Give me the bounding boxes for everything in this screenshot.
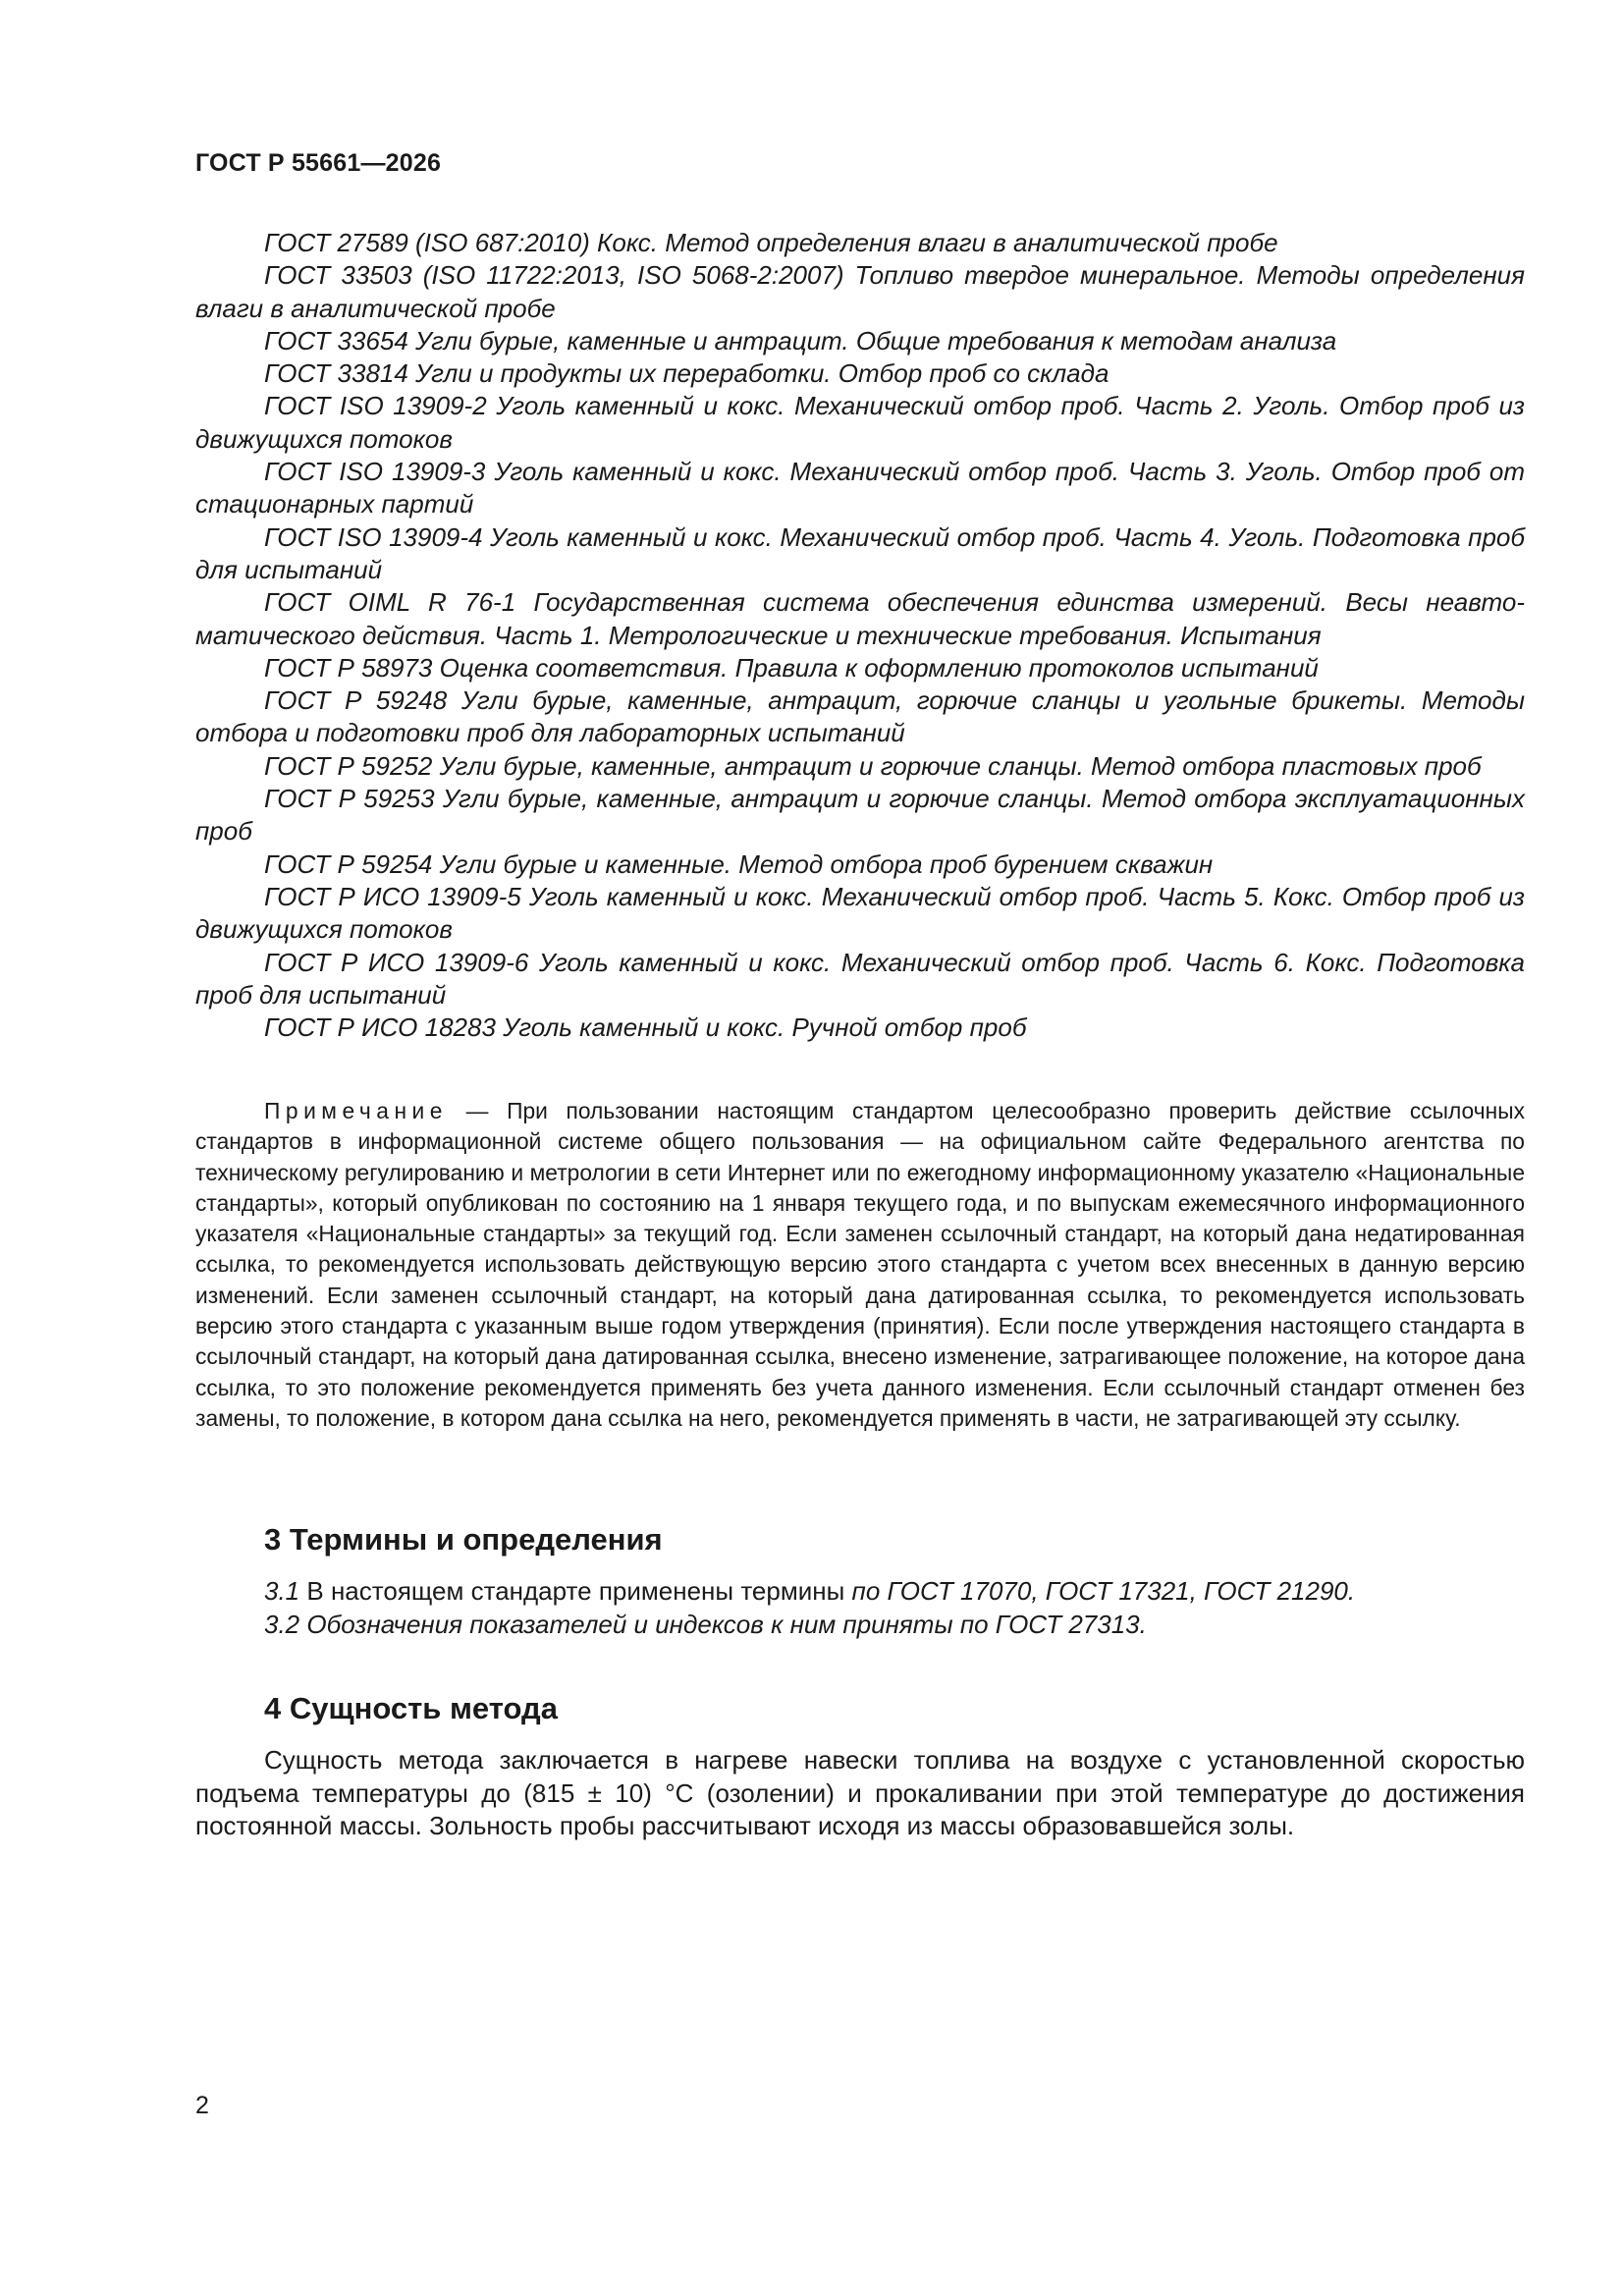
reference-item: ГОСТ Р 59252 Угли бурые, каменные, антрацит и горючие сланцы. Метод отбора пластовых проб <box>264 750 1482 781</box>
section-3-heading: 3 Термины и определения <box>264 1522 663 1557</box>
reference-item: ГОСТ Р 59253 Угли бурые, каменные, антрацит и горючие сланцы. Метод отбора эксплуатационных проб <box>195 784 1525 847</box>
reference-item: ГОСТ ISO 13909-3 Уголь каменный и кокс. Механический отбор проб. Часть 3. Уголь. Отбор проб от стационарных партий <box>195 457 1525 519</box>
reference-item: ГОСТ Р 59248 Угли бурые, каменные, антрацит, горючие сланцы и угольные брикеты. Методы отбора и подготовки проб для лабораторных испытаний <box>195 685 1525 748</box>
clause-3-2: 3.2 Обозначения показателей и индексов к ним приняты по ГОСТ 27313. <box>264 1609 1147 1639</box>
note-paragraph <box>195 1096 1525 1434</box>
reference-item: ГОСТ Р 58973 Оценка соответствия. Правила к оформлению протоколов испытаний <box>264 652 1319 683</box>
document-header: ГОСТ Р 55661—2026 <box>195 149 442 177</box>
note-block <box>195 1096 1525 1434</box>
note-label: Примечание <box>264 1098 448 1123</box>
clause-reference: по ГОСТ 17070, ГОСТ 17321, ГОСТ 21290. <box>851 1576 1356 1606</box>
page-number: 2 <box>195 2092 209 2119</box>
references-list <box>195 227 1525 1044</box>
section-4-paragraph: Сущность метода заключается в нагреве навески топлива на воздухе с установленной скоростью подъема температуры до (815 ± 10) °С (озолении) и прокаливании при этой температуре до достижения постоянной массы. Зольность пробы рассчитывают исходя из массы образовавшейся золы. <box>195 1745 1525 1840</box>
reference-item: ГОСТ Р ИСО 13909-6 Уголь каменный и кокс. Механический отбор проб. Часть 6. Кокс. Подготовка проб для испытаний <box>195 947 1525 1010</box>
reference-item: ГОСТ ISO 13909-4 Уголь каменный и кокс. Механический отбор проб. Часть 4. Уголь. Подготовка проб для испытаний <box>195 521 1525 584</box>
reference-item: ГОСТ 33654 Угли бурые, каменные и антрацит. Общие требования к методам анализа <box>264 325 1337 355</box>
note-text: При пользовании настоящим стандартом целесообразно проверить действие ссылочных стандартов в информационной системе общего пользования — на официальном сайте Федерального агентства по техническому регулированию и метрологии в сети Интернет или по ежегодному информационному указателю «Национальные стандарты», который опубликован по состоянию на 1 января текущего года, и по выпускам ежемесячного информационного указателя «Национальные стандарты» за текущий год. Если заменен ссылочный стандарт, на который дана недатированная ссылка, то рекомендуется использовать действующую версию этого стандарта с учетом всех внесенных в данную версию изменений. Если заменен ссылочный стандарт, на который дана датированная ссылка, то рекомендуется использовать версию этого стандарта с указанным выше годом утверждения (принятия). Если после утверждения настоящего стандарта в ссылочный стандарт, на который дана датированная ссылка, внесено изменение, затрагивающее положение, на которое дана ссылка, то это положение рекомендуется применять без учета данного изменения. Если ссылочный стандарт отменен без замены, то положение, в котором дана ссылка на него, рекомендуется применять в части, не затрагивающей эту ссылку. <box>195 1098 1525 1431</box>
clause-text: В настоящем стандарте применены термины <box>299 1576 852 1606</box>
reference-item: ГОСТ ISO 13909-2 Уголь каменный и кокс. Механический отбор проб. Часть 2. Уголь. Отбор проб из движущихся потоков <box>195 391 1525 454</box>
section-4-heading: 4 Сущность метода <box>264 1691 558 1725</box>
clause-number: 3.1 <box>264 1576 300 1606</box>
reference-item: ГОСТ 33503 (ISO 11722:2013, ISO 5068-2:2007) Топливо твердое минеральное. Методы определения влаги в аналитической пробе <box>195 260 1525 323</box>
reference-item: ГОСТ 33814 Угли и продукты их переработки. Отбор проб со склада <box>264 358 1109 389</box>
section-3-body <box>195 1575 1525 1641</box>
note-dash: — <box>447 1098 508 1123</box>
reference-item: ГОСТ 27589 (ISO 687:2010) Кокс. Метод определения влаги в аналитической пробе <box>264 228 1278 257</box>
reference-item: ГОСТ Р ИСО 13909-5 Уголь каменный и кокс. Механический отбор проб. Часть 5. Кокс. Отбор проб из движущихся потоков <box>195 881 1525 945</box>
clause-3-1 <box>195 1575 1525 1609</box>
reference-item: ГОСТ Р ИСО 18283 Уголь каменный и кокс. Ручной отбор проб <box>264 1012 1027 1043</box>
reference-item: ГОСТ OIML R 76-1 Государственная система обеспечения единства измерений. Весы неавтоматического действия. Часть 1. Метрологические и технические требования. Испытания <box>195 587 1525 650</box>
reference-item: ГОСТ Р 59254 Угли бурые и каменные. Метод отбора проб бурением скважин <box>264 848 1214 879</box>
section-4-body <box>195 1744 1525 1843</box>
